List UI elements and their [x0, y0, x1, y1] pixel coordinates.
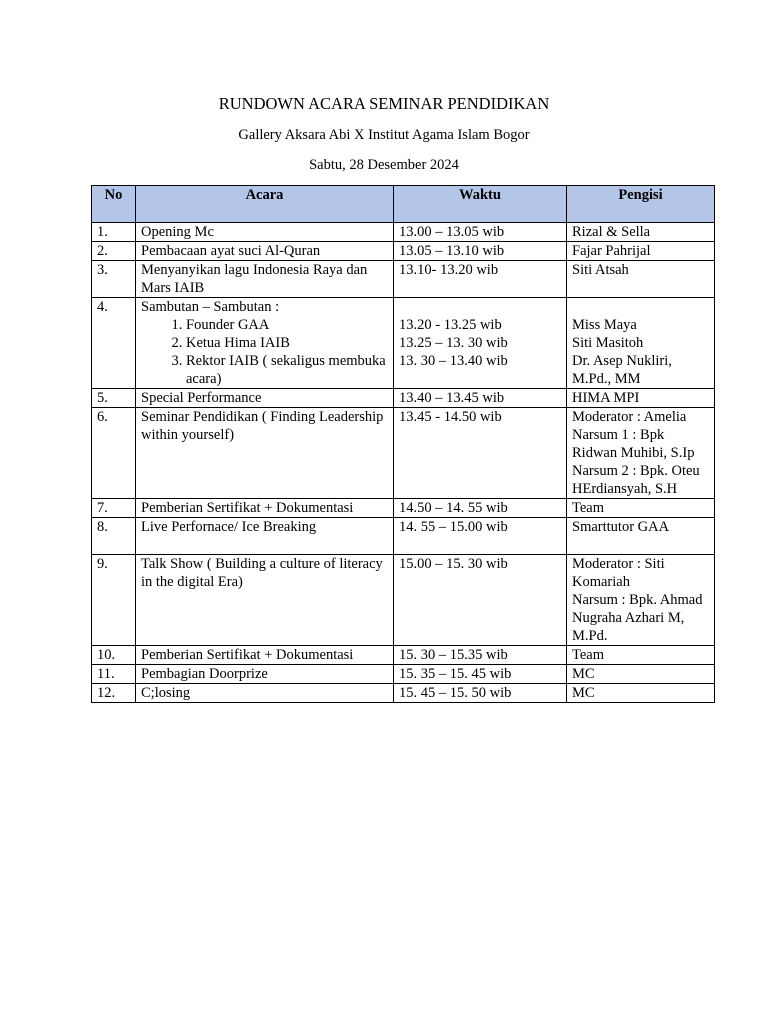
row-number: 8. [92, 518, 136, 555]
row-pengisi: Team [567, 646, 715, 665]
row-number: 1. [92, 223, 136, 242]
row-waktu: 13.10- 13.20 wib [394, 261, 567, 298]
row-acara: C;losing [136, 684, 394, 703]
row-pengisi: MC [567, 684, 715, 703]
table-row [92, 518, 715, 555]
row-pengisi: Siti Atsah [567, 261, 715, 298]
row-acara: Pemberian Sertifikat + Dokumentasi [136, 646, 394, 665]
header-no: No [92, 186, 136, 223]
header-acara: Acara [136, 186, 394, 223]
document-subtitle: Gallery Aksara Abi X Institut Agama Islam Bogor [238, 127, 530, 143]
row-acara [136, 298, 394, 389]
table-row [92, 555, 715, 646]
row-waktu: 15. 45 – 15. 50 wib [394, 684, 567, 703]
table-row [92, 389, 715, 408]
sambutan-list [141, 316, 388, 388]
table-row [92, 408, 715, 499]
table-row [92, 646, 715, 665]
row-pengisi [567, 408, 715, 499]
row-number: 6. [92, 408, 136, 499]
row-acara: Pemberian Sertifikat + Dokumentasi [136, 499, 394, 518]
sambutan-item: 3. Rektor IAIB ( sekaligus membuka acara) [186, 352, 388, 388]
row-acara: Menyanyikan lagu Indonesia Raya dan Mars IAIB [136, 261, 394, 298]
row-pengisi: HIMA MPI [567, 389, 715, 408]
table-row [92, 499, 715, 518]
table-row [92, 242, 715, 261]
row-acara: Pembacaan ayat suci Al-Quran [136, 242, 394, 261]
row-waktu: 14.50 – 14. 55 wib [394, 499, 567, 518]
pengisi-line: Dr. Asep Nukliri, M.Pd., MM [572, 353, 672, 387]
pengisi-line: Narsum : Bpk. Ahmad Nugraha Azhari M, M.Pd. [572, 592, 703, 644]
row-pengisi: Smarttutor GAA [567, 518, 715, 555]
table-row [92, 665, 715, 684]
pengisi-line: Moderator : Amelia [572, 409, 687, 425]
row-pengisi [567, 555, 715, 646]
table-row [92, 684, 715, 703]
document-date: Sabtu, 28 Desember 2024 [309, 157, 459, 173]
row-acara: Talk Show ( Building a culture of literacy in the digital Era) [136, 555, 394, 646]
row-waktu: 13.05 – 13.10 wib [394, 242, 567, 261]
row-pengisi: Rizal & Sella [567, 223, 715, 242]
waktu-line: 13. 30 – 13.40 wib [399, 353, 508, 369]
document-title: RUNDOWN ACARA SEMINAR PENDIDIKAN [218, 94, 550, 113]
row-acara: Live Perfornace/ Ice Breaking [136, 518, 394, 555]
table-row [92, 261, 715, 298]
row-acara: Opening Mc [136, 223, 394, 242]
row-acara: Seminar Pendidikan ( Finding Leadership within yourself) [136, 408, 394, 499]
row-number: 3. [92, 261, 136, 298]
row-number: 7. [92, 499, 136, 518]
row-number: 2. [92, 242, 136, 261]
pengisi-line: Narsum 1 : Bpk Ridwan Muhibi, S.Ip [572, 427, 695, 461]
pengisi-line: Narsum 2 : Bpk. Oteu HErdiansyah, S.H [572, 463, 700, 497]
row-waktu: 15.00 – 15. 30 wib [394, 555, 567, 646]
sambutan-item: 2. Ketua Hima IAIB [186, 334, 388, 352]
row-number: 5. [92, 389, 136, 408]
row-acara: Pembagian Doorprize [136, 665, 394, 684]
table-row [92, 223, 715, 242]
row-waktu: 13.40 – 13.45 wib [394, 389, 567, 408]
row-number: 12. [92, 684, 136, 703]
row-number: 11. [92, 665, 136, 684]
table-header-row [92, 186, 715, 223]
row-pengisi: Team [567, 499, 715, 518]
waktu-line: 13.25 – 13. 30 wib [399, 335, 508, 351]
row-acara: Special Performance [136, 389, 394, 408]
pengisi-line: Siti Masitoh [572, 335, 644, 351]
waktu-line: 13.20 - 13.25 wib [399, 317, 502, 333]
row-waktu: 14. 55 – 15.00 wib [394, 518, 567, 555]
row-acara-heading: Sambutan – Sambutan : [141, 299, 280, 315]
pengisi-line: Moderator : Siti Komariah [572, 556, 665, 590]
table-row [92, 298, 715, 389]
header-pengisi: Pengisi [567, 186, 715, 223]
row-waktu: 15. 35 – 15. 45 wib [394, 665, 567, 684]
row-number: 10. [92, 646, 136, 665]
row-number: 9. [92, 555, 136, 646]
row-pengisi: Fajar Pahrijal [567, 242, 715, 261]
header-waktu: Waktu [394, 186, 567, 223]
row-waktu: 13.00 – 13.05 wib [394, 223, 567, 242]
pengisi-line: Miss Maya [572, 317, 637, 333]
row-number: 4. [92, 298, 136, 389]
rundown-table [91, 185, 715, 703]
row-pengisi [567, 298, 715, 389]
row-waktu: 13.45 - 14.50 wib [394, 408, 567, 499]
row-waktu: 15. 30 – 15.35 wib [394, 646, 567, 665]
row-waktu [394, 298, 567, 389]
row-pengisi: MC [567, 665, 715, 684]
sambutan-item: 1. Founder GAA [186, 316, 388, 334]
